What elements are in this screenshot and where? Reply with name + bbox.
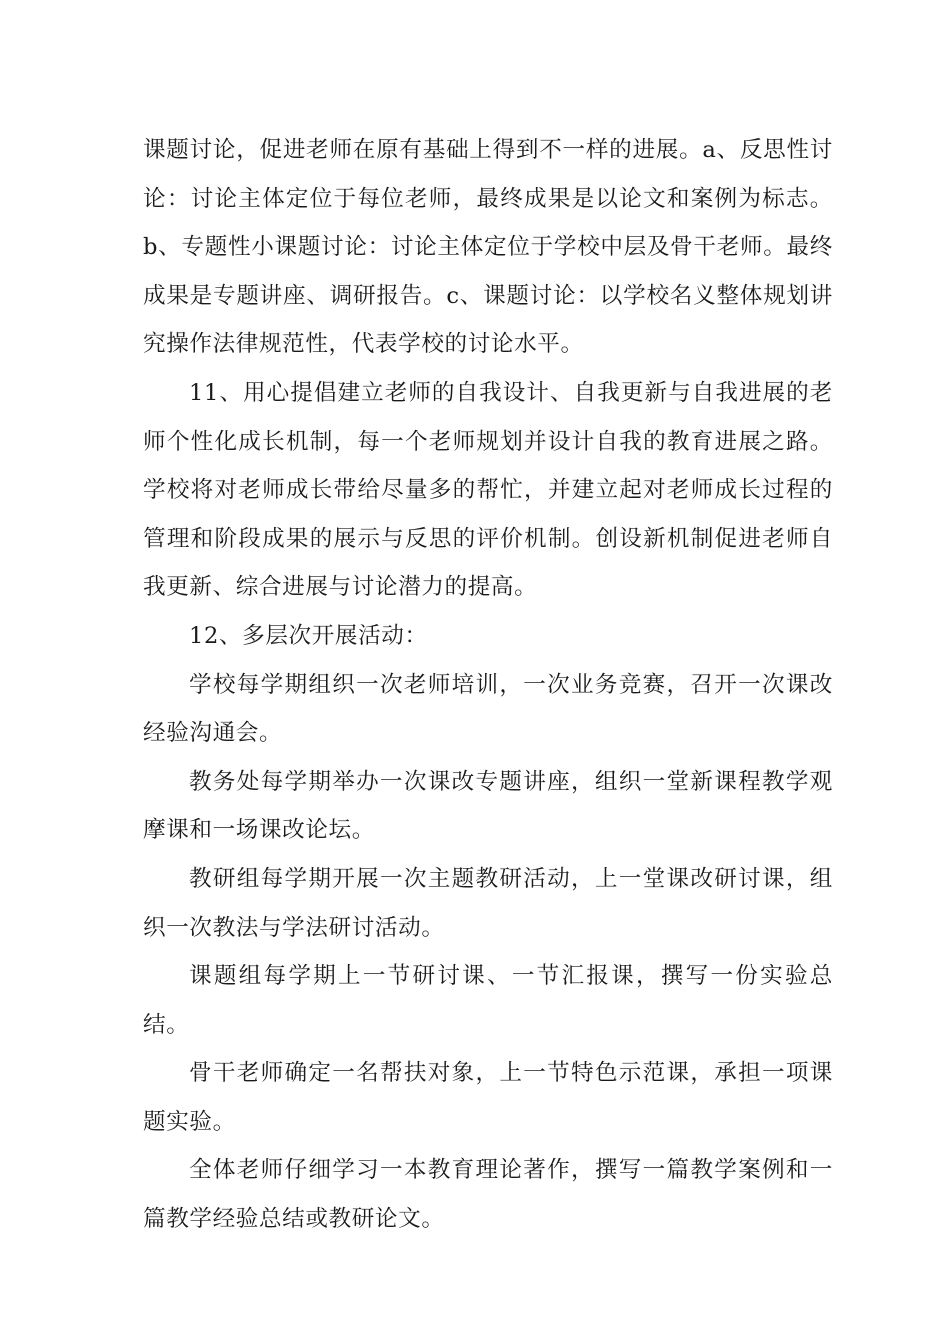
paragraph-4: 学校每学期组织一次老师培训，一次业务竞赛，召开一次课改经验沟通会。 [143, 671, 833, 747]
paragraph-6: 教研组每学期开展一次主题教研活动，上一堂课改研讨课，组织一次教法与学法研讨活动。 [143, 865, 833, 941]
paragraph-3: 12、多层次开展活动： [189, 622, 428, 649]
paragraph-9: 全体老师仔细学习一本教育理论著作，撰写一篇教学案例和一篇教学经验总结或教研论文。 [143, 1157, 833, 1233]
paragraph-8: 骨干老师确定一名帮扶对象，上一节特色示范课，承担一项课题实验。 [143, 1060, 833, 1135]
paragraph-5: 教务处每学期举办一次课改专题讲座，组织一堂新课程教学观摩课和一场课改论坛。 [143, 768, 833, 844]
paragraph-7: 课题组每学期上一节研讨课、一节汇报课，撰写一份实验总结。 [143, 963, 833, 1038]
paragraph-1: 课题讨论，促进老师在原有基础上得到不一样的进展。a、反思性讨论：讨论主体定位于每位老师，最终成果是以论文和案例为标志。b、专题性小课题讨论：讨论主体定位于学校中层及骨干老师。最终成果是专题讲座、调研报告。c、课题讨论：以学校名义整体规划讲究操作法律规范性，代表学校的讨论水平。 [143, 137, 833, 358]
document-body [143, 126, 833, 1244]
paragraph-2: 11、用心提倡建立老师的自我设计、自我更新与自我进展的老师个性化成长机制，每一个老师规划并设计自我的教育进展之路。学校将对老师成长带给尽量多的帮忙，并建立起对老师成长过程的管理和阶段成果的展示与反思的评价机制。创设新机制促进老师自我更新、综合进展与讨论潜力的提高。 [143, 379, 833, 601]
